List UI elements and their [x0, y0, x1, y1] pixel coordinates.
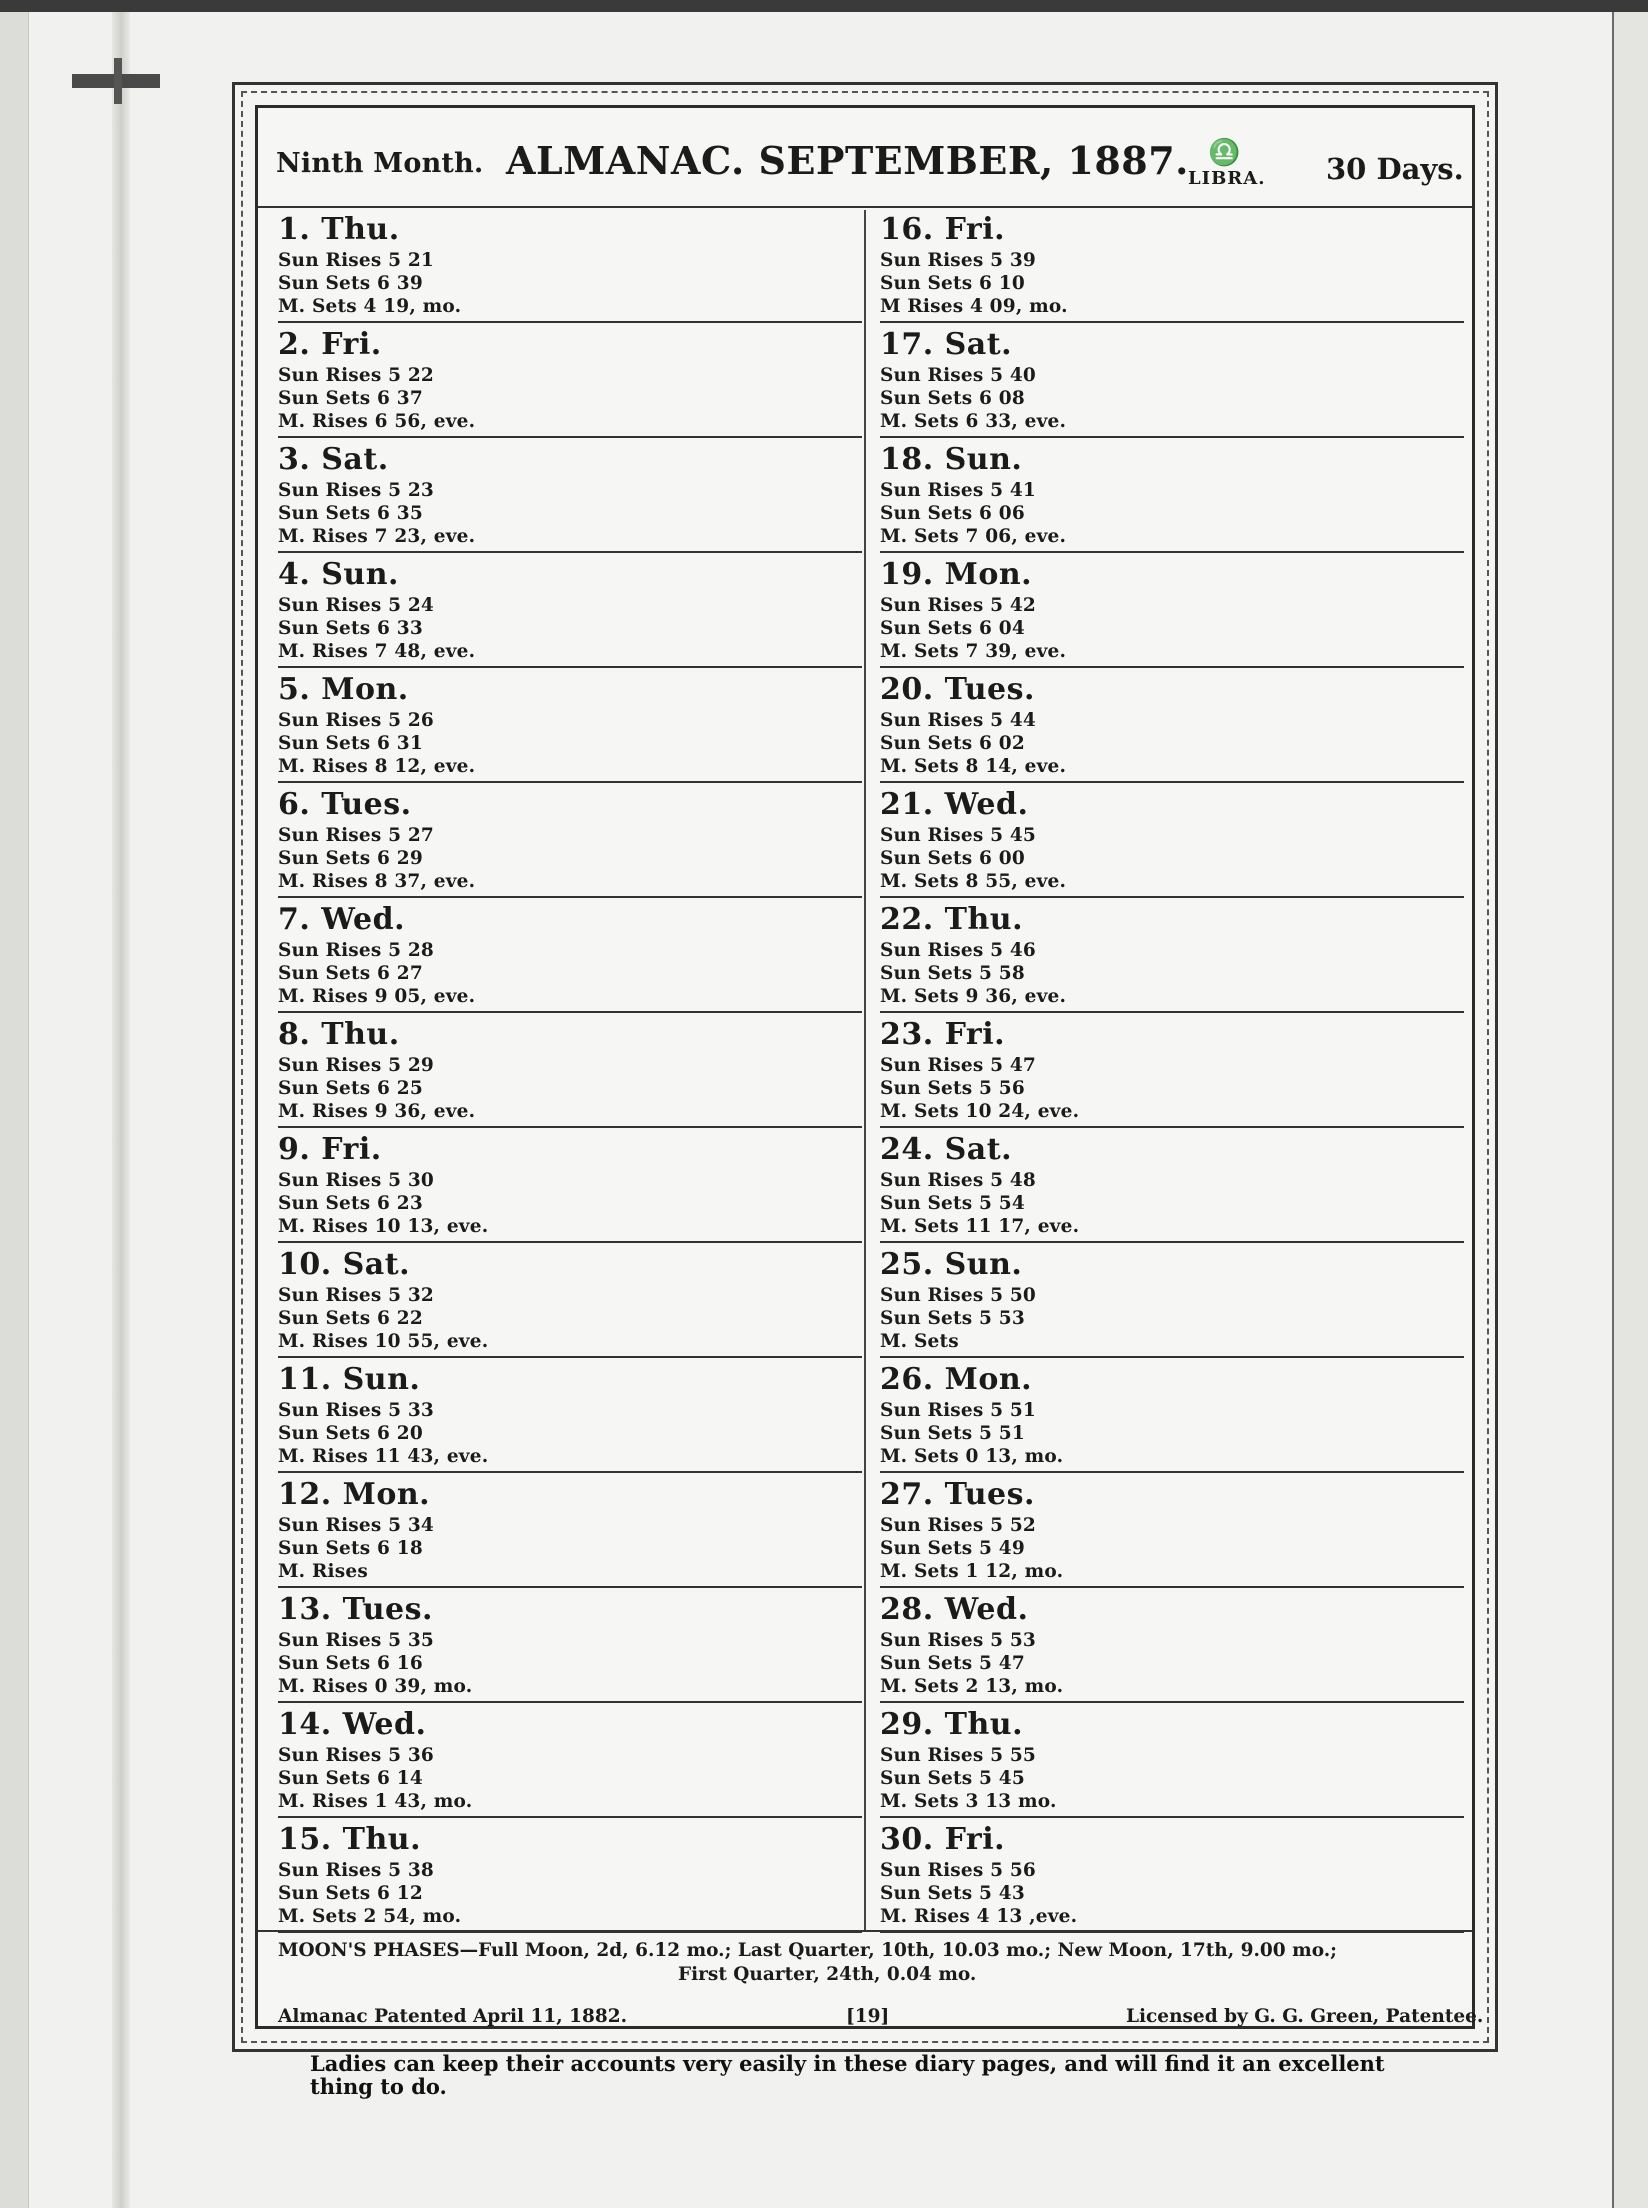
sun-sets: Sun Sets 6 23: [278, 1193, 423, 1214]
sun-sets: Sun Sets 6 14: [278, 1768, 423, 1789]
sun-sets: Sun Sets 6 10: [880, 273, 1025, 294]
day-entry: [880, 1358, 1464, 1473]
moon-time: M. Rises 8 12, eve.: [278, 756, 476, 777]
sun-rises: Sun Rises 5 48: [880, 1170, 1037, 1191]
day-entry: [880, 1818, 1464, 1933]
sun-sets: Sun Sets 6 39: [278, 273, 423, 294]
sun-sets: Sun Sets 6 37: [278, 388, 423, 409]
almanac-frame: [232, 82, 1498, 2052]
sun-rises: Sun Rises 5 27: [278, 825, 435, 846]
day-title: 3. Sat.: [278, 442, 389, 477]
almanac-header: [258, 108, 1472, 206]
day-entry: [880, 1473, 1464, 1588]
day-entry: [880, 1588, 1464, 1703]
moon-phases-continued: First Quarter, 24th, 0.04 mo.: [678, 1964, 977, 1985]
moon-time: M. Rises 4 13 ,eve.: [880, 1906, 1078, 1927]
day-entry: [880, 1013, 1464, 1128]
day-title: 13. Tues.: [278, 1592, 433, 1627]
day-entry: [880, 1128, 1464, 1243]
sun-sets: Sun Sets 6 31: [278, 733, 423, 754]
moon-time: M. Sets 3 13 mo.: [880, 1791, 1057, 1812]
moon-time: M. Rises 7 23, eve.: [278, 526, 476, 547]
day-title: 6. Tues.: [278, 787, 412, 822]
sun-sets: Sun Sets 5 58: [880, 963, 1025, 984]
moon-time: M. Sets: [880, 1331, 959, 1352]
moon-time: M. Sets 7 39, eve.: [880, 641, 1067, 662]
day-title: 4. Sun.: [278, 557, 399, 592]
sun-rises: Sun Rises 5 28: [278, 940, 435, 961]
moon-time: M. Sets 2 13, mo.: [880, 1676, 1064, 1697]
sun-rises: Sun Rises 5 39: [880, 250, 1037, 271]
day-title: 8. Thu.: [278, 1017, 400, 1052]
sun-sets: Sun Sets 5 54: [880, 1193, 1025, 1214]
moon-time: M. Sets 6 33, eve.: [880, 411, 1067, 432]
sun-sets: Sun Sets 5 56: [880, 1078, 1025, 1099]
sun-rises: Sun Rises 5 36: [278, 1745, 435, 1766]
sun-sets: Sun Sets 5 43: [880, 1883, 1025, 1904]
sun-rises: Sun Rises 5 52: [880, 1515, 1037, 1536]
day-entry: [880, 553, 1464, 668]
month-ordinal: Ninth Month.: [276, 148, 484, 179]
day-title: 23. Fri.: [880, 1017, 1006, 1052]
moon-time: M. Sets 8 55, eve.: [880, 871, 1067, 892]
sun-sets: Sun Sets 6 20: [278, 1423, 423, 1444]
day-entry: [278, 1473, 862, 1588]
binding-pin-shaft: [114, 58, 122, 104]
sun-rises: Sun Rises 5 42: [880, 595, 1037, 616]
day-entry: [278, 1818, 862, 1933]
sun-rises: Sun Rises 5 34: [278, 1515, 435, 1536]
day-entry: [880, 898, 1464, 1013]
sun-rises: Sun Rises 5 23: [278, 480, 435, 501]
phases-rule: [258, 1930, 1472, 1932]
sun-rises: Sun Rises 5 45: [880, 825, 1037, 846]
moon-time: M. Rises 11 43, eve.: [278, 1446, 489, 1467]
moon-time: M. Rises 6 56, eve.: [278, 411, 476, 432]
page-left-margin: [0, 12, 29, 2208]
day-entry: [880, 323, 1464, 438]
day-entry: [880, 208, 1464, 323]
day-entry: [278, 323, 862, 438]
moon-time: M. Sets 11 17, eve.: [880, 1216, 1080, 1237]
day-entry: [880, 1243, 1464, 1358]
sun-rises: Sun Rises 5 30: [278, 1170, 435, 1191]
sun-sets: Sun Sets 5 49: [880, 1538, 1025, 1559]
sun-rises: Sun Rises 5 55: [880, 1745, 1037, 1766]
day-title: 11. Sun.: [278, 1362, 421, 1397]
day-title: 26. Mon.: [880, 1362, 1033, 1397]
sun-sets: Sun Sets 6 16: [278, 1653, 423, 1674]
sun-rises: Sun Rises 5 44: [880, 710, 1037, 731]
sun-rises: Sun Rises 5 26: [278, 710, 435, 731]
sun-sets: Sun Sets 6 06: [880, 503, 1025, 524]
sun-rises: Sun Rises 5 56: [880, 1860, 1037, 1881]
sun-rises: Sun Rises 5 41: [880, 480, 1037, 501]
day-title: 7. Wed.: [278, 902, 406, 937]
sun-sets: Sun Sets 5 53: [880, 1308, 1025, 1329]
libra-icon: ♎: [1208, 138, 1241, 168]
binding-fold: [112, 12, 130, 2208]
day-entry: [278, 1703, 862, 1818]
moon-time: M. Rises 10 13, eve.: [278, 1216, 489, 1237]
moon-time: M. Rises 10 55, eve.: [278, 1331, 489, 1352]
moon-time: M. Rises 8 37, eve.: [278, 871, 476, 892]
sun-sets: Sun Sets 6 02: [880, 733, 1025, 754]
day-title: 28. Wed.: [880, 1592, 1029, 1627]
moon-time: M. Rises 9 05, eve.: [278, 986, 476, 1007]
day-title: 27. Tues.: [880, 1477, 1035, 1512]
day-title: 29. Thu.: [880, 1707, 1024, 1742]
sun-rises: Sun Rises 5 50: [880, 1285, 1037, 1306]
sun-rises: Sun Rises 5 29: [278, 1055, 435, 1076]
column-divider: [864, 210, 866, 1930]
day-title: 24. Sat.: [880, 1132, 1013, 1167]
sun-rises: Sun Rises 5 32: [278, 1285, 435, 1306]
day-title: 18. Sun.: [880, 442, 1023, 477]
moon-time: M. Sets 10 24, eve.: [880, 1101, 1080, 1122]
almanac-table: [255, 105, 1484, 2029]
day-count: 30 Days.: [1326, 152, 1464, 186]
sun-rises: Sun Rises 5 33: [278, 1400, 435, 1421]
day-title: 5. Mon.: [278, 672, 409, 707]
moon-time: M. Sets 7 06, eve.: [880, 526, 1067, 547]
sun-sets: Sun Sets 6 00: [880, 848, 1025, 869]
sun-sets: Sun Sets 6 04: [880, 618, 1025, 639]
day-title: 25. Sun.: [880, 1247, 1023, 1282]
sun-sets: Sun Sets 6 18: [278, 1538, 423, 1559]
scan-top-edge: [0, 0, 1648, 12]
moon-time: M. Sets 2 54, mo.: [278, 1906, 462, 1927]
moon-time: M. Sets 4 19, mo.: [278, 296, 462, 317]
day-title: 15. Thu.: [278, 1822, 422, 1857]
day-entry: [278, 668, 862, 783]
sun-rises: Sun Rises 5 38: [278, 1860, 435, 1881]
moon-time: M. Sets 1 12, mo.: [880, 1561, 1064, 1582]
day-entry: [278, 1588, 862, 1703]
sun-rises: Sun Rises 5 24: [278, 595, 435, 616]
sun-rises: Sun Rises 5 46: [880, 940, 1037, 961]
moon-time: M. Rises 0 39, mo.: [278, 1676, 473, 1697]
moon-time: M. Rises 7 48, eve.: [278, 641, 476, 662]
day-title: 20. Tues.: [880, 672, 1035, 707]
day-entry: [278, 208, 862, 323]
day-entry: [880, 1703, 1464, 1818]
sun-rises: Sun Rises 5 22: [278, 365, 435, 386]
day-title: 19. Mon.: [880, 557, 1033, 592]
day-entry: [278, 783, 862, 898]
sun-sets: Sun Sets 6 35: [278, 503, 423, 524]
day-title: 21. Wed.: [880, 787, 1029, 822]
sun-rises: Sun Rises 5 53: [880, 1630, 1037, 1651]
zodiac-label: LIBRA.: [1188, 168, 1266, 189]
day-entry: [278, 898, 862, 1013]
sun-rises: Sun Rises 5 35: [278, 1630, 435, 1651]
sun-sets: Sun Sets 6 22: [278, 1308, 423, 1329]
day-entry: [278, 438, 862, 553]
moon-time: M. Sets 0 13, mo.: [880, 1446, 1064, 1467]
sun-rises: Sun Rises 5 40: [880, 365, 1037, 386]
day-entry: [278, 1358, 862, 1473]
day-entry: [278, 1013, 862, 1128]
moon-time: M. Rises 9 36, eve.: [278, 1101, 476, 1122]
day-entry: [880, 783, 1464, 898]
sun-sets: Sun Sets 6 25: [278, 1078, 423, 1099]
sun-sets: Sun Sets 5 47: [880, 1653, 1025, 1674]
license-note: Licensed by G. G. Green, Patentee.: [1126, 2006, 1484, 2027]
moon-time: M. Sets 8 14, eve.: [880, 756, 1067, 777]
patent-note: Almanac Patented April 11, 1882.: [278, 2006, 628, 2027]
sun-sets: Sun Sets 5 45: [880, 1768, 1025, 1789]
page-right-edge: [1612, 12, 1648, 2208]
day-title: 16. Fri.: [880, 212, 1006, 247]
day-entry: [278, 1128, 862, 1243]
day-title: 30. Fri.: [880, 1822, 1006, 1857]
page-number: [19]: [846, 2006, 890, 2027]
sun-sets: Sun Sets 6 33: [278, 618, 423, 639]
sun-sets: Sun Sets 5 51: [880, 1423, 1025, 1444]
sun-sets: Sun Sets 6 12: [278, 1883, 423, 1904]
day-entry: [880, 438, 1464, 553]
day-title: 9. Fri.: [278, 1132, 382, 1167]
page-title: ALMANAC. SEPTEMBER, 1887.: [506, 138, 1189, 183]
sun-sets: Sun Sets 6 08: [880, 388, 1025, 409]
sun-sets: Sun Sets 6 29: [278, 848, 423, 869]
moon-time: M Rises 4 09, mo.: [880, 296, 1068, 317]
sun-rises: Sun Rises 5 47: [880, 1055, 1037, 1076]
day-title: 14. Wed.: [278, 1707, 427, 1742]
day-entry: [880, 668, 1464, 783]
sun-rises: Sun Rises 5 51: [880, 1400, 1037, 1421]
day-title: 1. Thu.: [278, 212, 400, 247]
moon-time: M. Rises: [278, 1561, 368, 1582]
day-title: 10. Sat.: [278, 1247, 411, 1282]
day-title: 12. Mon.: [278, 1477, 431, 1512]
day-entry: [278, 553, 862, 668]
sun-rises: Sun Rises 5 21: [278, 250, 435, 271]
right-column: [880, 208, 1464, 1933]
moon-time: M. Rises 1 43, mo.: [278, 1791, 473, 1812]
day-entry: [278, 1243, 862, 1358]
sun-sets: Sun Sets 6 27: [278, 963, 423, 984]
moon-phases: MOON'S PHASES—Full Moon, 2d, 6.12 mo.; Last Quarter, 10th, 10.03 mo.; New Moon, 17th, 9.00 mo.;: [278, 1940, 1337, 1961]
left-column: [278, 208, 862, 1933]
day-title: 2. Fri.: [278, 327, 382, 362]
day-title: 17. Sat.: [880, 327, 1013, 362]
moon-time: M. Sets 9 36, eve.: [880, 986, 1067, 1007]
bottom-note: Ladies can keep their accounts very easily in these diary pages, and will find it an excellent thing to do.: [310, 2051, 1385, 2099]
day-title: 22. Thu.: [880, 902, 1024, 937]
